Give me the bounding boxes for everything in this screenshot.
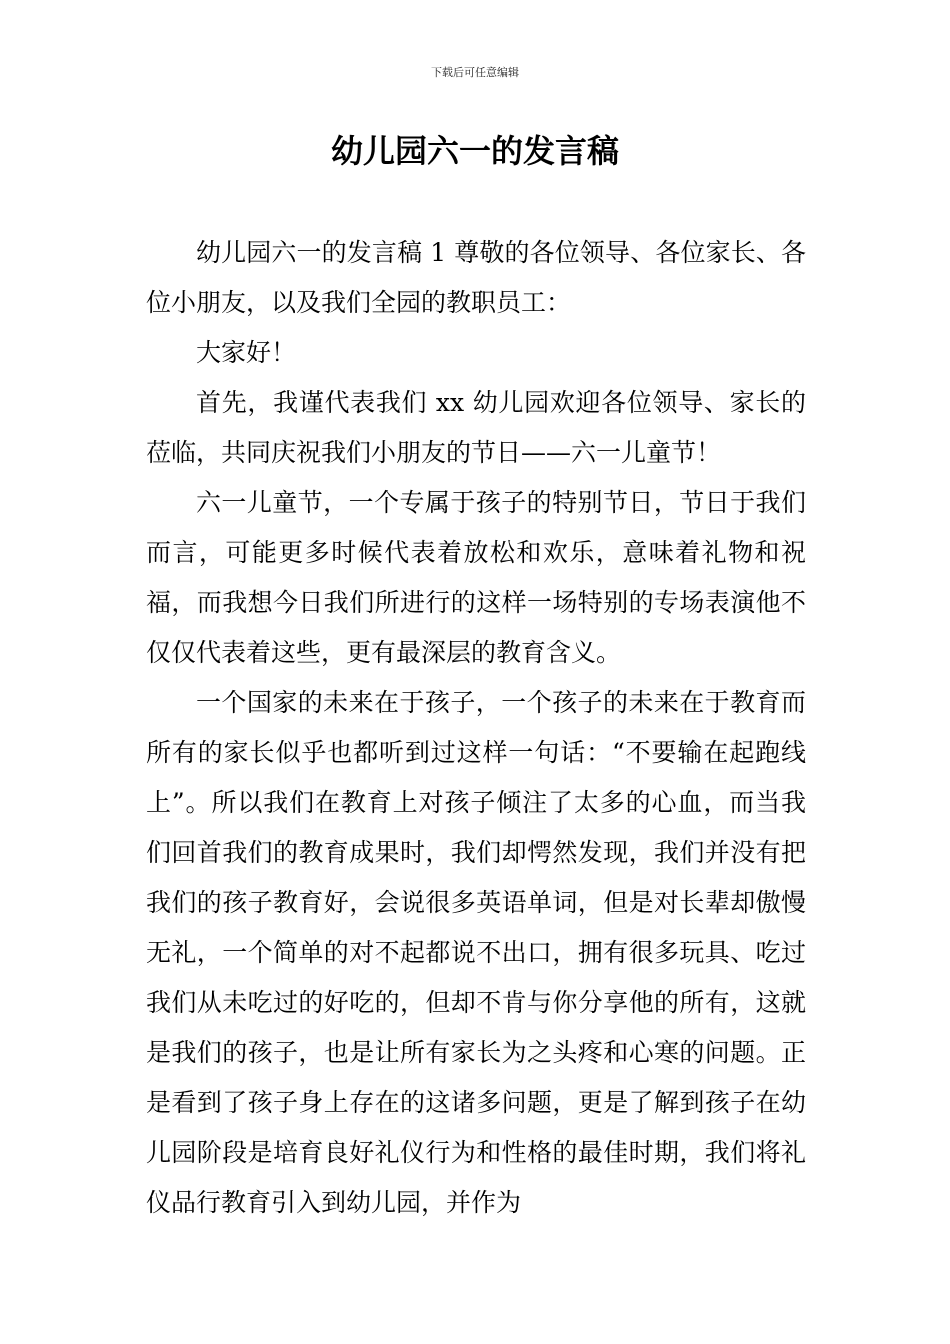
paragraph-3: 首先，我谨代表我们 xx 幼儿园欢迎各位领导、家长的莅临，共同庆祝我们小朋友的节日——六一儿童节！	[146, 388, 806, 467]
paragraph-5: 一个国家的未来在于孩子，一个孩子的未来在于教育而所有的家长似乎也都听到过这样一句话：“不要输在起跑线上”。所以我们在教育上对孩子倾注了太多的心血，而当我们回首我们的教育成果时，我们却愕然发现，我们并没有把我们的孩子教育好，会说很多英语单词，但是对长辈却傲慢无礼，一个简单的对不起都说不出口，拥有很多玩具、吃过我们从未吃过的好吃的，但却不肯与你分享他的所有，这就是我们的孩子，也是让所有家长为之头疼和心寒的问题。正是看到了孩子身上存在的这诸多问题，更是了解到孩子在幼儿园阶段是培育良好礼仪行为和性格的最佳时期，我们将礼仪品行教育引入到幼儿园，并作为	[146, 688, 806, 1217]
document-title: 幼儿园六一的发言稿	[330, 132, 619, 170]
paragraph-2: 大家好！	[196, 338, 297, 367]
paragraph-4: 六一儿童节，一个专属于孩子的特别节日，节日于我们而言，可能更多时候代表着放松和欢乐，意味着礼物和祝福，而我想今日我们所进行的这样一场特别的专场表演他不仅仅代表着这些，更有最深层的教育含义。	[146, 488, 806, 667]
paragraph-1: 幼儿园六一的发言稿 1 尊敬的各位领导、各位家长、各位小朋友，以及我们全园的教职员工：	[146, 238, 806, 317]
document-body	[146, 228, 806, 1228]
header-note: 下载后可任意编辑	[431, 66, 519, 79]
